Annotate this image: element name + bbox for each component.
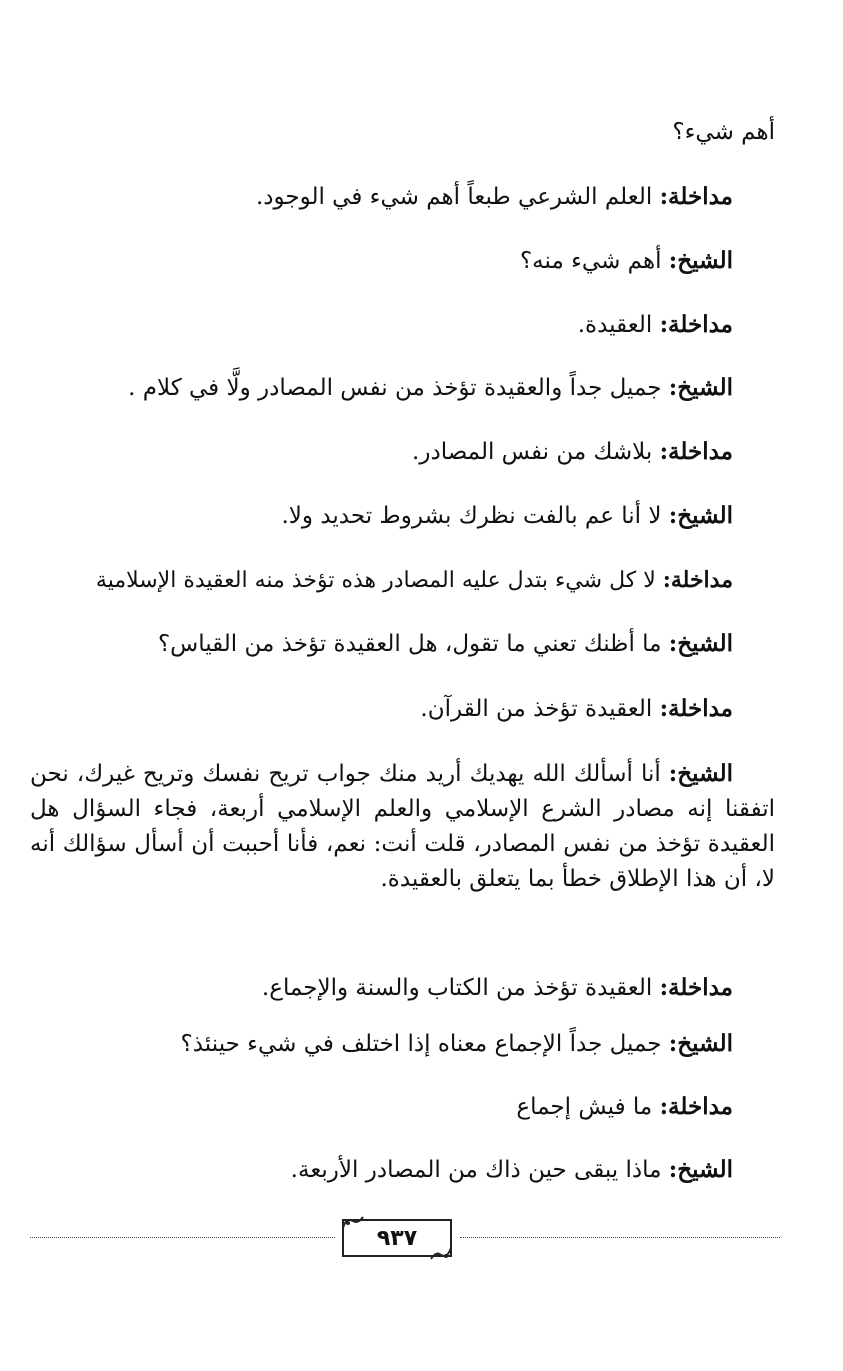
line-text: ما فيش إجماع <box>516 1094 660 1120</box>
text-line <box>30 1029 733 1059</box>
text-line <box>30 117 775 147</box>
line-text: ماذا يبقى حين ذاك من المصادر الأربعة. <box>290 1157 669 1183</box>
corner-ornament-icon <box>430 1247 452 1261</box>
speaker-label: مداخلة: <box>659 183 733 210</box>
line-text: ما أظنك تعني ما تقول، هل العقيدة تؤخذ من القياس؟ <box>157 631 669 657</box>
line-text: بلاشك من نفس المصادر. <box>412 439 660 465</box>
text-line <box>30 182 733 212</box>
line-text: لا كل شيء بتدل عليه المصادر هذه تؤخذ منه العقيدة الإسلامية <box>95 568 663 593</box>
speaker-label: مداخلة: <box>662 567 733 593</box>
paragraph <box>30 756 775 897</box>
text-line <box>30 629 733 659</box>
book-page <box>30 0 775 1371</box>
speaker-label: مداخلة: <box>659 1093 733 1120</box>
speaker-label: الشيخ: <box>668 502 733 529</box>
text-line <box>30 501 733 531</box>
speaker-label: مداخلة: <box>659 695 733 722</box>
page-number: ٩٣٧ <box>376 1225 418 1251</box>
text-line <box>30 373 733 403</box>
line-text: العقيدة تؤخذ من الكتاب والسنة والإجماع. <box>261 975 660 1001</box>
text-line <box>30 973 733 1003</box>
text-line <box>30 246 733 276</box>
speaker-label: الشيخ: <box>668 1030 733 1057</box>
speaker-label: مداخلة: <box>659 974 733 1001</box>
line-text: جميل جداً والعقيدة تؤخذ من نفس المصادر ولَّا في كلام . <box>128 375 669 401</box>
text-line <box>30 1092 733 1122</box>
line-text: جميل جداً الإجماع معناه إذا اختلف في شيء حينئذ؟ <box>180 1031 669 1057</box>
text-line <box>30 1155 733 1185</box>
speaker-label: مداخلة: <box>659 438 733 465</box>
text-line <box>30 694 733 724</box>
line-text: أهم شيء منه؟ <box>519 248 669 274</box>
footer-rule <box>460 1237 780 1238</box>
paragraph-text: أنا أسألك الله يهديك أريد منك جواب تريح نفسك وتريح غيرك، نحن اتفقنا إنه مصادر الشرع الإسلامي والعلم الإسلامي أربعة، فجاء السؤال هل العقيدة تؤخذ من نفس المصادر، قلت أنت: نعم، فأنا أحببت أن أسأل سؤالك أنه لا، أن هذا الإطلاق خطأ بما يتعلق بالعقيدة. <box>30 761 775 892</box>
page-footer <box>30 1215 780 1265</box>
line-text: العقيدة. <box>577 312 660 338</box>
speaker-label: الشيخ: <box>668 630 733 657</box>
speaker-label: مداخلة: <box>659 311 733 338</box>
page-number-box <box>342 1219 452 1257</box>
text-line <box>30 437 733 467</box>
speaker-label: الشيخ: <box>668 374 733 401</box>
speaker-label: الشيخ: <box>668 247 733 274</box>
text-line <box>30 565 733 596</box>
speaker-label: الشيخ: <box>668 1156 733 1183</box>
line-text: أهم شيء؟ <box>672 119 775 145</box>
corner-ornament-icon <box>342 1215 364 1229</box>
line-text: لا أنا عم بالفت نظرك بشروط تحديد ولا. <box>281 503 669 529</box>
speaker-label: الشيخ: <box>668 760 733 787</box>
text-line <box>30 310 733 340</box>
line-text: العقيدة تؤخذ من القرآن. <box>420 696 660 722</box>
line-text: العلم الشرعي طبعاً أهم شيء في الوجود. <box>255 184 660 210</box>
footer-rule <box>30 1237 335 1238</box>
